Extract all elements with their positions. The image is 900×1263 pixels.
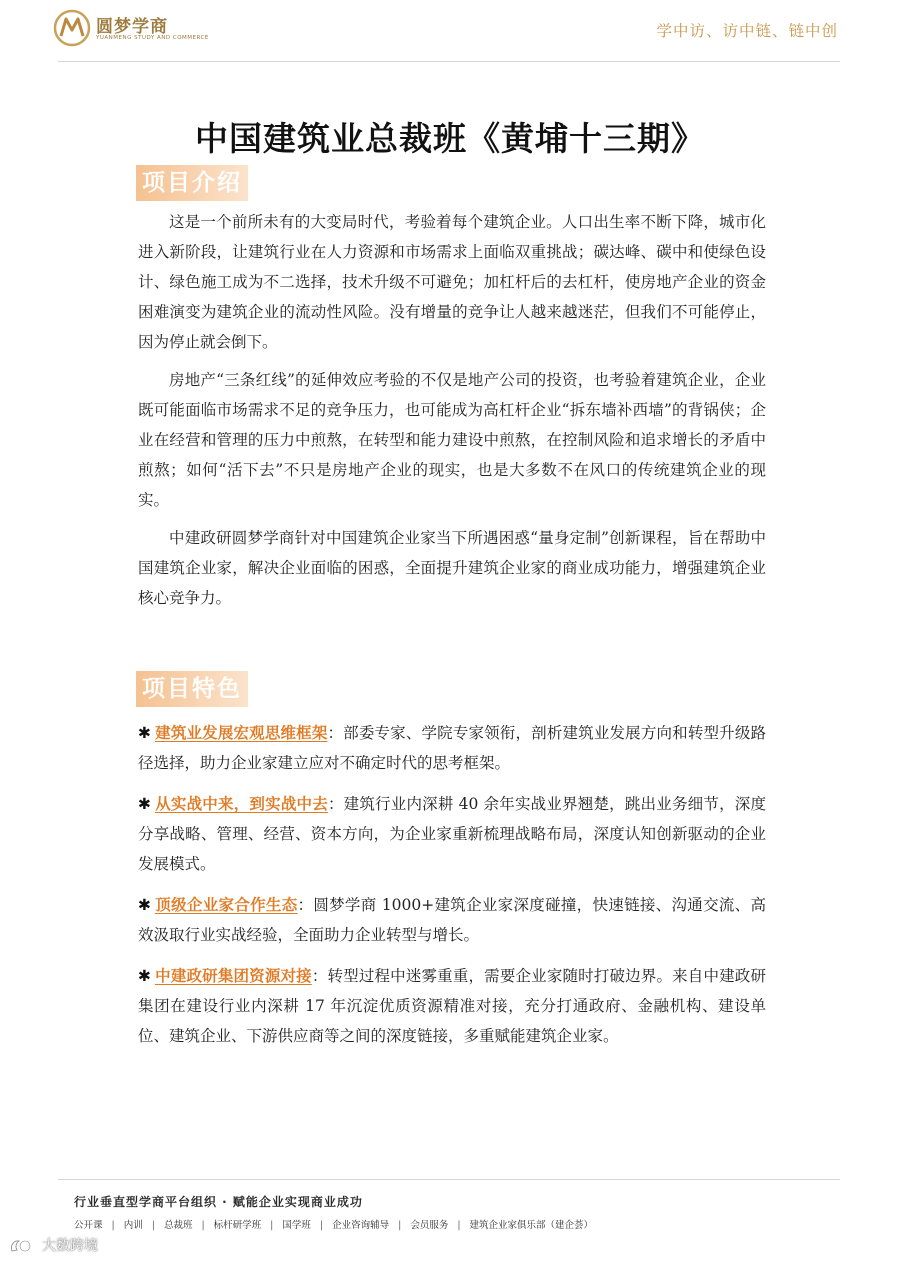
footer-nav-item-benchmark-study: 标杆研学班 bbox=[213, 1220, 262, 1231]
section-tag-intro: 项目介绍 bbox=[136, 165, 248, 201]
footer-nav-item-membership: 会员服务 bbox=[410, 1220, 449, 1231]
footer-nav-item-sinology: 国学班 bbox=[282, 1220, 311, 1231]
feature-item bbox=[138, 789, 766, 879]
nav-separator: | bbox=[151, 1220, 155, 1231]
nav-separator: | bbox=[201, 1220, 205, 1231]
footer-nav-item-consulting: 企业咨询辅导 bbox=[332, 1220, 390, 1231]
section-tag-features: 项目特色 bbox=[136, 671, 248, 707]
feature-text: ：圆梦学商 1000+建筑企业家深度碰撞，快速链接、沟通交流、高效汲取行业实战经验，全面助力企业转型与增长。 bbox=[138, 896, 766, 944]
nav-separator: | bbox=[270, 1220, 274, 1231]
asterisk-bullet-icon: ✱ bbox=[138, 896, 151, 914]
feature-item bbox=[138, 890, 766, 950]
feature-text: ：部委专家、学院专家领衔，剖析建筑业发展方向和转型升级路径选择，助力企业家建立应对不确定时代的思考框架。 bbox=[138, 724, 766, 772]
feature-text: ：转型过程中迷雾重重，需要企业家随时打破边界。来自中建政研集团在建设行业内深耕 17 年沉淀优质资源精准对接，充分打通政府、金融机构、建设单位、建筑企业、下游供应商等之间的深度链接，多重赋能建筑企业家。 bbox=[138, 967, 766, 1045]
footer-nav-item-ceo-class: 总裁班 bbox=[163, 1220, 193, 1231]
watermark-logo-icon bbox=[8, 1237, 36, 1255]
nav-separator: | bbox=[398, 1220, 402, 1231]
header-slogan: 学中访、访中链、链中创 bbox=[656, 22, 838, 40]
footer-divider bbox=[58, 1179, 840, 1180]
footer-nav-item-open-course: 公开课 bbox=[74, 1220, 103, 1231]
brand-subtitle: YUANMENG STUDY AND COMMERCE bbox=[96, 35, 209, 41]
header-divider bbox=[58, 61, 840, 62]
feature-title: 从实战中来，到实战中去 bbox=[155, 794, 328, 813]
intro-paragraph: 房地产“三条红线”的延伸效应考验的不仅是地产公司的投资，也考验着建筑企业，企业既可能面临市场需求不足的竞争压力，也可能成为高杠杆企业“拆东墙补西墙”的背锅侠；企业在经营和管理的压力中煎熬，在转型和能力建设中煎熬，在控制风险和追求增长的矛盾中煎熬；如何“活下去”不只是房地产企业的现实，也是大多数不在风口的传统建筑企业的现实。 bbox=[138, 371, 766, 509]
feature-title: 中建政研集团资源对接 bbox=[155, 966, 312, 985]
intro-paragraph: 这是一个前所未有的大变局时代，考验着每个建筑企业。人口出生率不断下降，城市化进入新阶段，让建筑行业在人力资源和市场需求上面临双重挑战；碳达峰、碳中和使绿色设计、绿色施工成为不二选择，技术升级不可避免；加杠杆后的去杠杆，使房地产企业的资金困难演变为建筑企业的流动性风险。没有增量的竞争让人越来越迷茫，但我们不可能停止，因为停止就会倒下。 bbox=[138, 213, 766, 351]
feature-item bbox=[138, 718, 766, 778]
brand-logo-icon bbox=[52, 8, 92, 48]
watermark bbox=[6, 1234, 126, 1258]
page-header bbox=[0, 0, 900, 64]
nav-separator: | bbox=[457, 1220, 461, 1231]
feature-title: 建筑业发展宏观思维框架 bbox=[155, 723, 328, 742]
intro-body bbox=[138, 207, 766, 621]
page-title: 中国建筑业总裁班《黄埔十三期》 bbox=[195, 119, 705, 158]
brand-name: 圆梦学商 bbox=[96, 17, 168, 37]
asterisk-bullet-icon: ✱ bbox=[138, 795, 151, 813]
nav-separator: | bbox=[111, 1220, 115, 1231]
feature-title: 顶级企业家合作生态 bbox=[155, 895, 298, 914]
footer-nav-item-club: 建筑企业家俱乐部（建企荟） bbox=[469, 1220, 594, 1231]
intro-paragraph: 中建政研圆梦学商针对中国建筑企业家当下所遇困惑“量身定制”创新课程，旨在帮助中国建筑企业家，解决企业面临的困惑，全面提升建筑企业家的商业成功能力，增强建筑企业核心竞争力。 bbox=[138, 529, 766, 607]
footer-nav-item-training: 内训 bbox=[123, 1220, 143, 1231]
feature-text: ：建筑行业内深耕 40 余年实战业界翘楚，跳出业务细节，深度分享战略、管理、经营、资本方向，为企业家重新梳理战略布局，深度认知创新驱动的企业发展模式。 bbox=[138, 795, 766, 873]
feature-item bbox=[138, 961, 766, 1051]
watermark-text: 大数跨境 bbox=[42, 1238, 98, 1254]
footer-slogan: 行业垂直型学商平台组织 · 赋能企业实现商业成功 bbox=[74, 1195, 363, 1209]
asterisk-bullet-icon: ✱ bbox=[138, 967, 151, 985]
footer-nav bbox=[74, 1217, 593, 1231]
nav-separator: | bbox=[319, 1220, 324, 1231]
features-list bbox=[138, 718, 766, 1062]
asterisk-bullet-icon: ✱ bbox=[138, 724, 151, 742]
